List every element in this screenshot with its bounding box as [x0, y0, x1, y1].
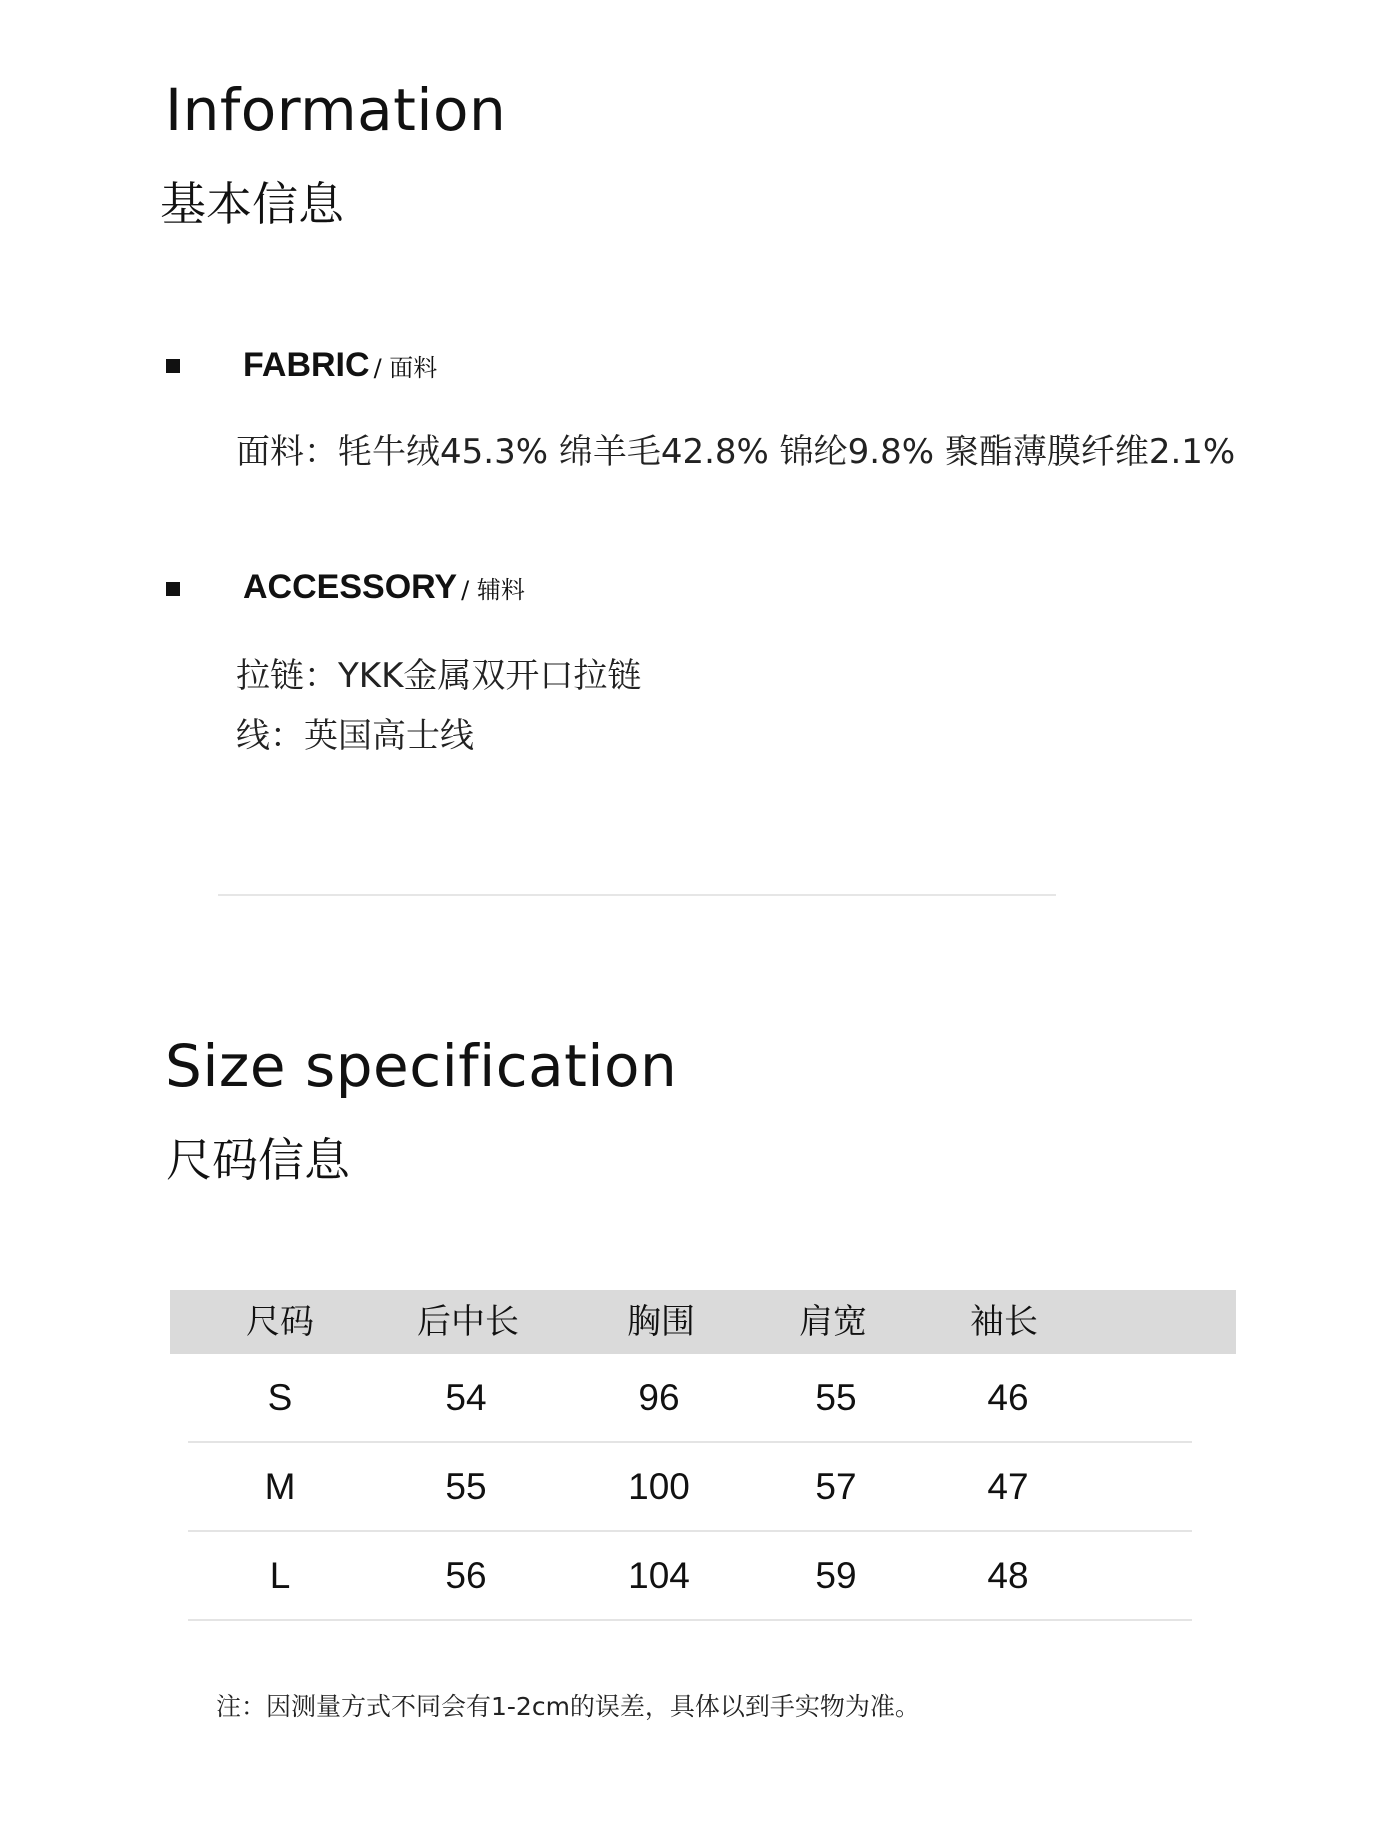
- fabric-heading: [243, 346, 437, 385]
- cell-size: S: [267, 1377, 293, 1418]
- header-size: 尺码: [246, 1302, 314, 1342]
- zipper-line: 拉链：YKK金属双开口拉链: [236, 656, 642, 696]
- cell-chest: 104: [628, 1555, 690, 1596]
- size-table-header: [170, 1290, 1236, 1354]
- table-row: [170, 1354, 1236, 1443]
- table-row: [170, 1532, 1236, 1621]
- header-shoulder: 肩宽: [799, 1302, 867, 1342]
- information-title-zh: 基本信息: [160, 177, 344, 231]
- section-divider: [218, 894, 1056, 896]
- measurement-note: 注：因测量方式不同会有1-2cm的误差，具体以到手实物为准。: [216, 1692, 920, 1721]
- fabric-label-zh: / 面料: [373, 354, 438, 382]
- cell-back-length: 54: [445, 1377, 487, 1418]
- accessory-heading: [243, 568, 525, 607]
- accessory-label: ACCESSORY: [243, 568, 458, 606]
- cell-shoulder: 57: [815, 1466, 857, 1507]
- cell-chest: 100: [628, 1466, 690, 1507]
- row-divider: [188, 1619, 1192, 1621]
- cell-sleeve: 47: [987, 1466, 1029, 1507]
- cell-back-length: 56: [445, 1555, 487, 1596]
- thread-line: 线：英国高士线: [236, 716, 474, 756]
- size-title-zh: 尺码信息: [166, 1133, 350, 1187]
- table-row: [170, 1443, 1236, 1532]
- cell-size: L: [269, 1555, 291, 1596]
- cell-shoulder: 59: [815, 1555, 857, 1596]
- cell-sleeve: 48: [987, 1555, 1029, 1596]
- fabric-bullet: [166, 359, 180, 373]
- cell-shoulder: 55: [815, 1377, 857, 1418]
- header-sleeve: 袖长: [970, 1302, 1038, 1342]
- accessory-label-zh: / 辅料: [461, 576, 525, 604]
- header-chest: 胸围: [627, 1302, 695, 1342]
- size-table: [170, 1290, 1236, 1621]
- accessory-bullet: [166, 582, 180, 596]
- information-title: Information: [165, 76, 507, 144]
- cell-chest: 96: [638, 1377, 680, 1418]
- cell-sleeve: 46: [987, 1377, 1029, 1418]
- fabric-label: FABRIC: [243, 346, 370, 384]
- fabric-content: 面料：牦牛绒45.3% 绵羊毛42.8% 锦纶9.8% 聚酯薄膜纤维2.1%: [236, 432, 1236, 472]
- cell-size: M: [264, 1466, 296, 1507]
- header-back-length: 后中长: [417, 1302, 519, 1342]
- size-title: Size specification: [165, 1032, 678, 1100]
- cell-back-length: 55: [445, 1466, 487, 1507]
